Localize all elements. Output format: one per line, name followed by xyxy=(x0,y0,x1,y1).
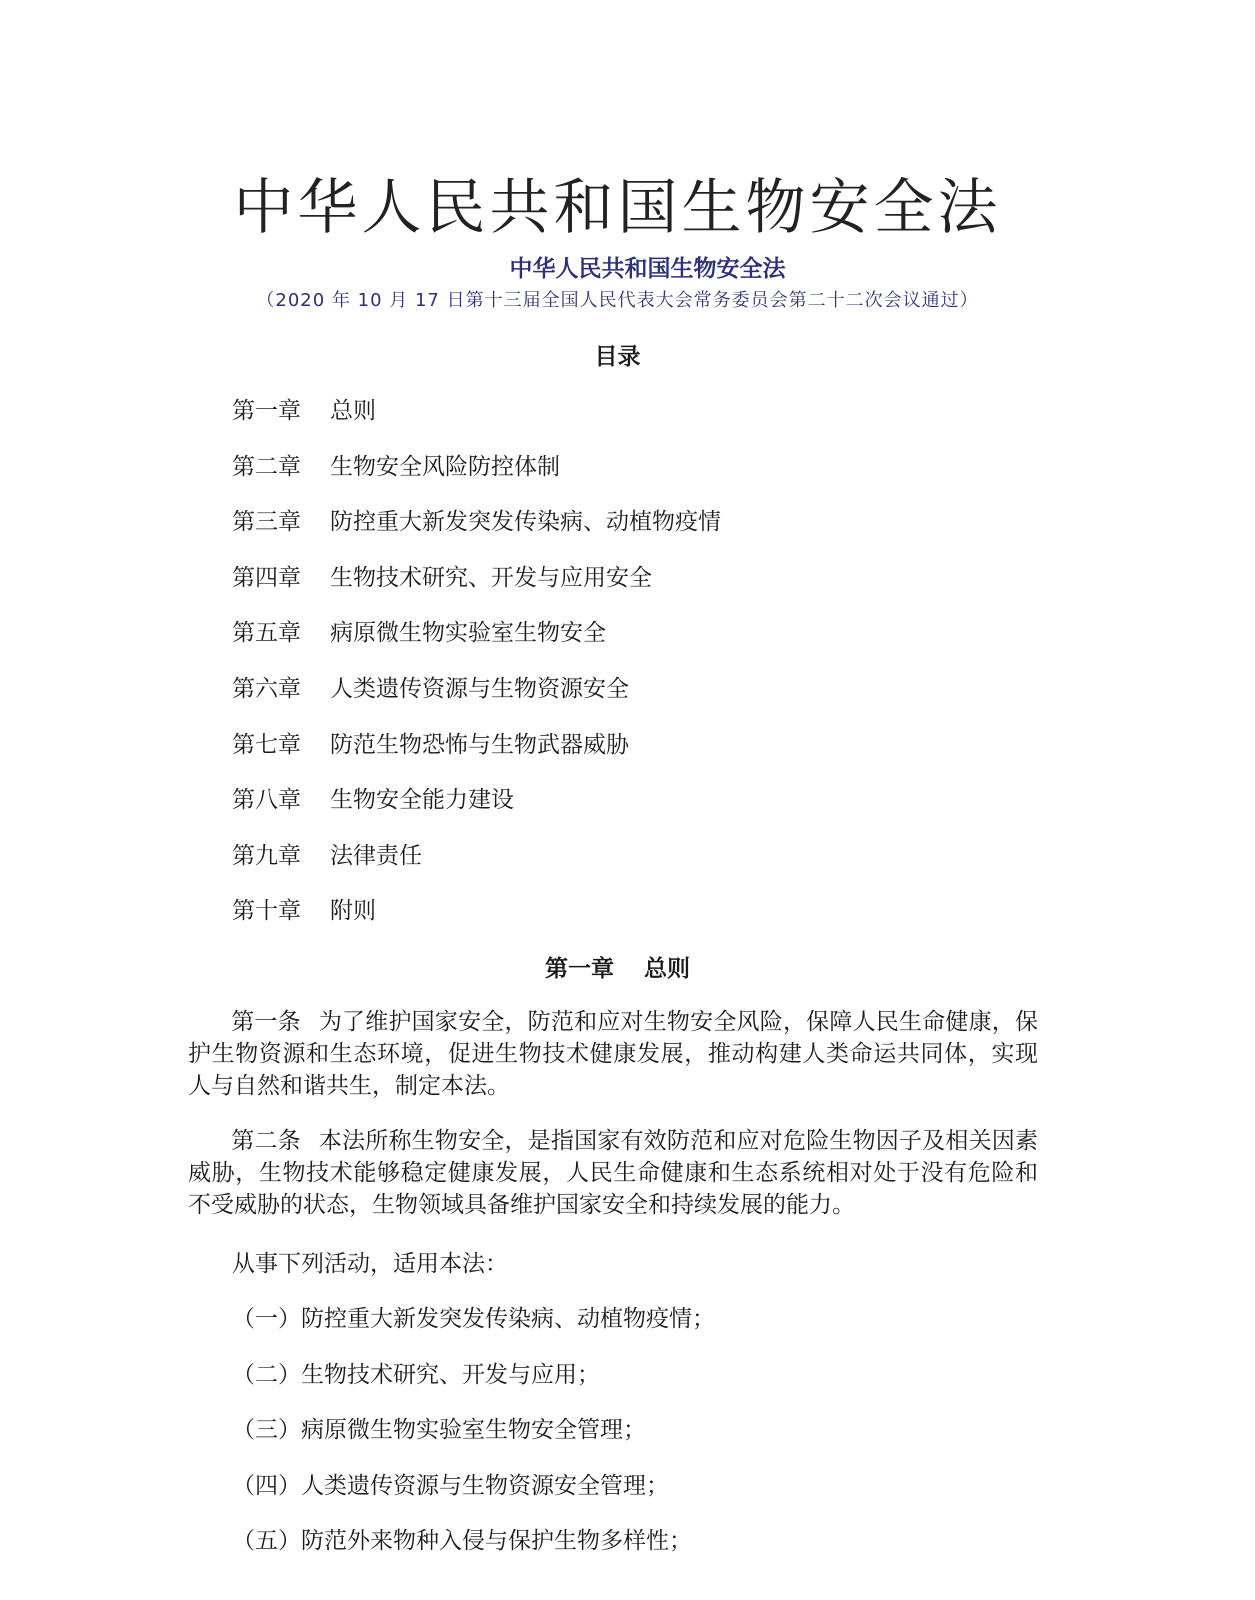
chapter-heading xyxy=(0,950,1235,983)
list-item: （五）防范外来物种入侵与保护生物多样性； xyxy=(232,1528,692,1555)
list-item: （四）人类遗传资源与生物资源安全管理； xyxy=(232,1472,669,1499)
toc-chapter-number: 第五章 xyxy=(232,620,301,647)
article-text: 本法所称生物安全，是指国家有效防范和应对危险生物因子及相关因素威胁，生物技术能够稳定健康发展，人民生命健康和生态系统相对处于没有危险和不受威胁的状态，生物领域具备维护国家安全和持续发展的能力。 xyxy=(188,1128,1039,1218)
toc-chapter-title: 生物技术研究、开发与应用安全 xyxy=(330,564,652,591)
toc-chapter-title: 总则 xyxy=(330,398,376,424)
toc-chapter-number: 第二章 xyxy=(232,453,301,480)
toc-chapter-title: 法律责任 xyxy=(330,842,422,869)
chapter-title: 总则 xyxy=(644,956,690,982)
toc-heading: 目录 xyxy=(594,344,641,370)
document-title: 中华人民共和国生物安全法 xyxy=(233,173,1002,243)
toc-item xyxy=(232,392,721,448)
toc-chapter-title: 生物安全能力建设 xyxy=(330,787,514,814)
toc-item xyxy=(232,726,721,782)
article-number: 第二条 xyxy=(231,1128,301,1154)
toc-chapter-number: 第九章 xyxy=(232,842,301,869)
toc-item xyxy=(232,448,721,504)
toc-chapter-title: 人类遗传资源与生物资源安全 xyxy=(330,675,629,702)
article-paragraph xyxy=(188,1125,1038,1221)
document-subtitle: 中华人民共和国生物安全法 xyxy=(509,256,786,282)
list-item: （三）病原微生物实验室生物安全管理； xyxy=(232,1417,646,1444)
article-number: 第一条 xyxy=(231,1009,301,1035)
toc-item xyxy=(232,614,721,670)
toc-chapter-number: 第三章 xyxy=(232,509,301,536)
toc-item xyxy=(232,559,721,615)
toc-chapter-title: 附则 xyxy=(330,898,376,925)
toc-chapter-title: 生物安全风险防控体制 xyxy=(330,453,560,480)
chapter-number: 第一章 xyxy=(545,956,614,982)
toc-chapter-title: 防控重大新发突发传染病、动植物疫情 xyxy=(330,509,721,536)
list-item: （一）防控重大新发突发传染病、动植物疫情； xyxy=(232,1306,715,1332)
toc-item xyxy=(232,503,721,559)
toc-chapter-number: 第一章 xyxy=(232,398,301,424)
toc-item xyxy=(232,781,721,837)
toc-item xyxy=(232,670,721,726)
adoption-note: （2020 年 10 月 17 日第十三届全国人民代表大会常务委员会第二十二次会议通过） xyxy=(256,290,979,311)
toc-item xyxy=(232,837,721,893)
list-item: （二）生物技术研究、开发与应用； xyxy=(232,1361,600,1388)
activities-list xyxy=(232,1300,715,1578)
toc-chapter-title: 病原微生物实验室生物安全 xyxy=(330,620,606,647)
toc-chapter-title: 防范生物恐怖与生物武器威胁 xyxy=(330,731,629,758)
article-paragraph xyxy=(188,1006,1038,1102)
activities-intro: 从事下列活动，适用本法： xyxy=(232,1251,508,1277)
toc-chapter-number: 第六章 xyxy=(232,675,301,702)
toc-chapter-number: 第八章 xyxy=(232,787,301,814)
toc-chapter-number: 第七章 xyxy=(232,731,301,758)
toc-item xyxy=(232,892,721,948)
table-of-contents xyxy=(232,392,721,948)
article-text: 为了维护国家安全，防范和应对生物安全风险，保障人民生命健康，保护生物资源和生态环境，促进生物技术健康发展，推动构建人类命运共同体，实现人与自然和谐共生，制定本法。 xyxy=(188,1009,1039,1099)
toc-chapter-number: 第十章 xyxy=(232,898,301,925)
toc-chapter-number: 第四章 xyxy=(232,564,301,591)
